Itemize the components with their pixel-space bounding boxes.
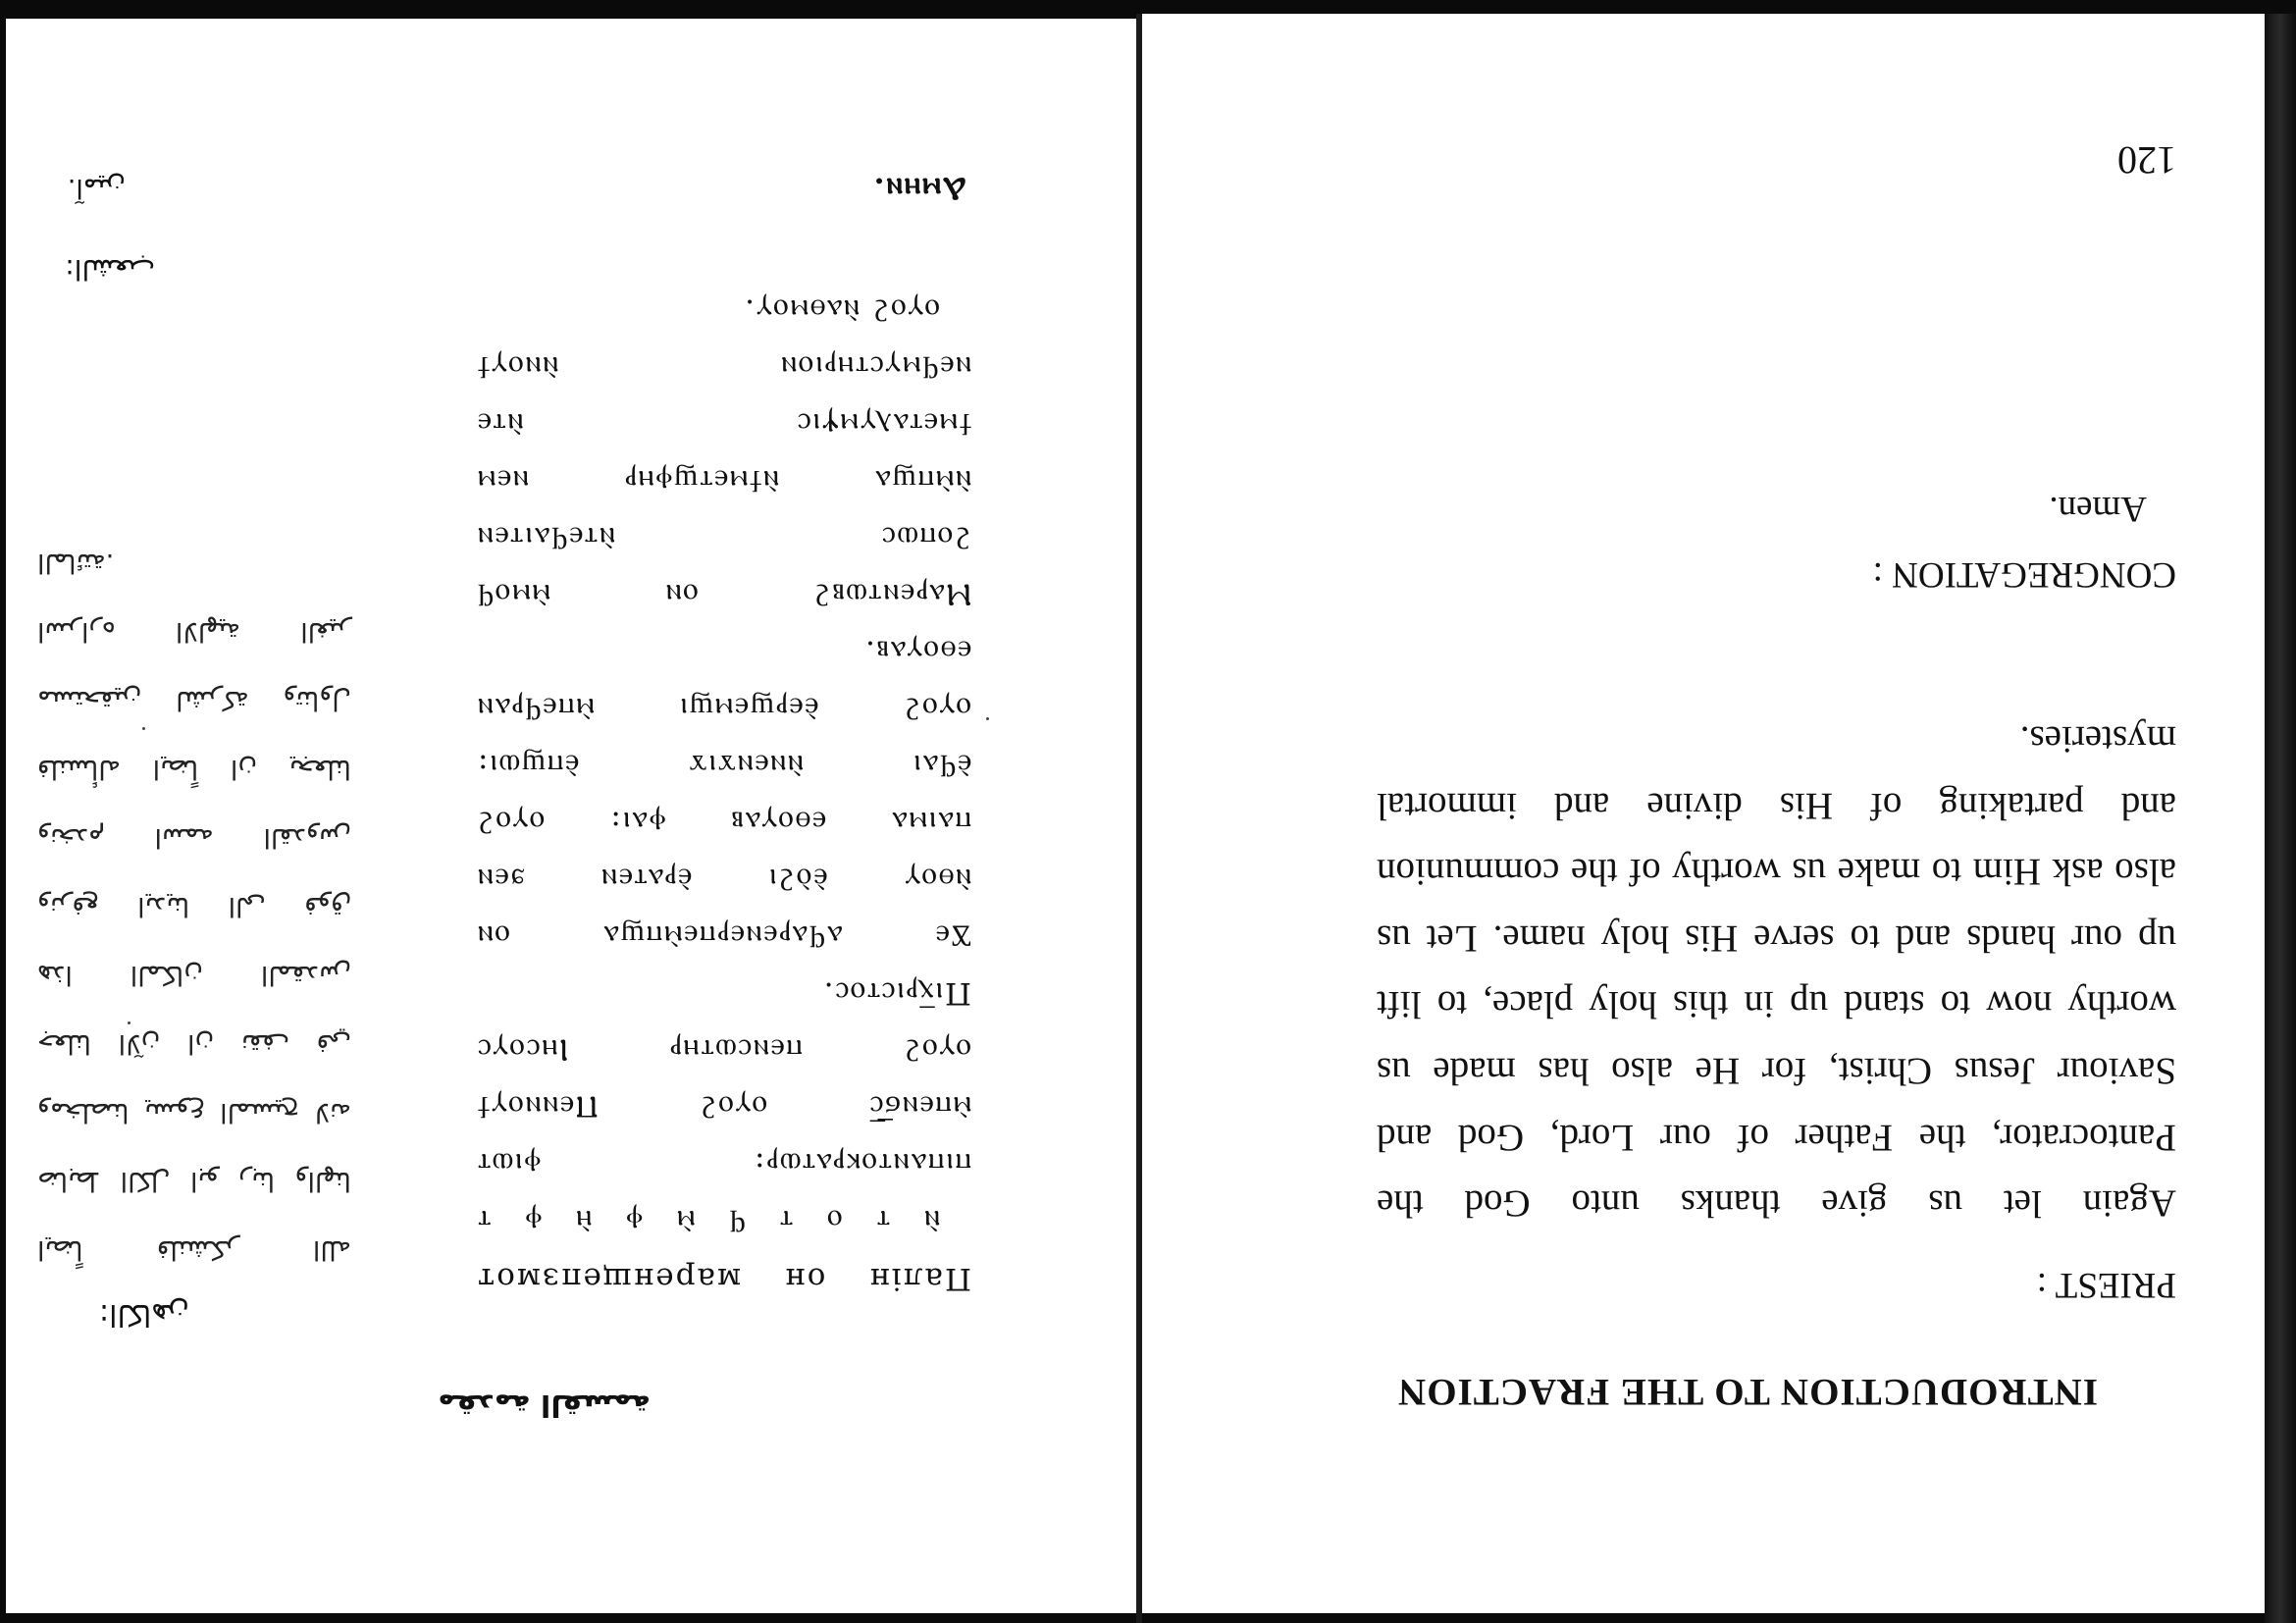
coptic-amen: Ⲁⲙⲏⲛ. <box>871 171 965 208</box>
arabic-text-line: جعلنا الآن ان نقف في <box>37 1028 351 1059</box>
coptic-text-line: ϩⲟⲡⲱⲥ ⲛ̀ⲧⲉϥⲁⲓⲧⲉⲛ <box>476 520 971 555</box>
coptic-text-line: ⲉ̀ϥⲁⲓ ⲛ̀ⲛⲉⲛϫⲓϫ ⲉ̀ⲡϣⲱⲓ: <box>476 748 971 783</box>
scan-speck <box>986 717 989 720</box>
page-bottom-edge <box>0 0 2296 14</box>
arabic-text-line: ومخلصنا يسوع المسيح لانه <box>37 1097 351 1127</box>
coptic-text-line: ⲛ̀ ⲧ ⲟ ⲧ ϥ ⲙ̀ ⲫ ⲏ̀ ⲫ ⲧ <box>476 1203 940 1238</box>
english-text-line: Pantocrator, the Father of our Lord, God and <box>1377 1117 2176 1159</box>
coptic-text-line: Ϫⲉ ⲁϥⲁⲣⲉⲛⲉⲣⲡⲉⲙ̀ⲡϣⲁ ⲟⲛ <box>476 918 971 954</box>
english-text-line: Saviour Jesus Christ, for He also has made us <box>1377 1050 2176 1092</box>
english-text-line: up our hands and to serve His holy name. Let us <box>1377 917 2176 960</box>
coptic-text-line: ⲛ̀ⲙ̀ⲡϣⲁ ⲛ̀ϯⲙⲉⲧϣⲫⲏⲣ ⲛⲉⲙ <box>476 463 971 498</box>
arabic-text-line: اسراره الالهية الغير <box>37 616 351 647</box>
coptic-text-line: ⲙ̀ⲡⲉⲛϭ̅ⲥ̅ ⲟⲩⲟϩ Ⲡⲉⲛⲛⲟⲩϯ <box>476 1089 971 1125</box>
english-text-line: also ask Him to make us worthy of the communion <box>1377 851 2176 893</box>
coptic-text-line: Пⲓⲭ̅ⲣⲓⲥⲧⲟⲥ. <box>821 975 971 1011</box>
coptic-text-line: ⲡⲁⲓⲙⲁ ⲉⲑⲟⲩⲁⲃ ⲫⲁⲓ: ⲟⲩⲟϩ <box>476 805 971 840</box>
scan-speck <box>128 1021 130 1024</box>
arabic-text-line: ونخدم اسمه القدوس <box>37 822 351 853</box>
arabic-congregation-label: :الشعب <box>65 253 155 286</box>
priest-label: PRIEST : <box>2036 1265 2176 1305</box>
arabic-text-line: فلنسأله ايضاً ان يجعلنا <box>37 754 351 784</box>
arabic-text-line: المائتة. <box>37 548 115 578</box>
book-spine <box>1136 0 1142 1623</box>
english-text-line: Again let us give thanks unto God the <box>1377 1182 2176 1225</box>
coptic-text-line: ⲟⲩⲟϩ ⲛ̀ⲁⲑⲙⲟⲩ. <box>743 292 940 328</box>
page-title: INTRODUCTION TO THE FRACTION <box>1397 1371 2098 1413</box>
arabic-text-line: ونرفع ايدينا الى فوق <box>37 891 351 921</box>
arabic-text-line: ضابط الكل ابو ربنا والهنا <box>37 1166 351 1196</box>
arabic-text-line: مستحقين لشركة وتناول <box>37 685 351 715</box>
page-number: 120 <box>2117 138 2176 183</box>
coptic-text-line: ⲛ̀ⲑⲟⲩ ⲉ̀ⲟ̀ϩⲓ ⲉ̀ⲣⲁⲧⲉⲛ ϧⲉⲛ <box>476 862 971 897</box>
arabic-title: مقدمة القسمة <box>438 1387 651 1422</box>
arabic-priest-label: :الكاهن <box>99 1297 189 1332</box>
coptic-text-line: Палін он маренщепзмот <box>476 1261 971 1296</box>
page-edge <box>2265 0 2296 1623</box>
english-text-line: and partaking of His divine and immortal <box>1377 785 2176 827</box>
coptic-text-line: Ⲙⲁⲣⲉⲛⲧⲱⲃϩ ⲟⲛ ⲙ̀ⲙⲟϥ <box>476 577 971 612</box>
congregation-label: CONGREGATION : <box>1872 554 2176 595</box>
coptic-text-line: ⲟⲩⲟϩ ⲉ̀ⲉⲣϣⲉⲙϣⲓ ⲙ̀ⲡⲉϥⲣⲁⲛ <box>476 691 971 726</box>
arabic-text-line: ايضاً فلنشكر الله <box>37 1234 351 1265</box>
coptic-text-line: ⲛⲉϥⲙⲩⲥⲧⲏⲣⲓⲟⲛ ⲛ̀ⲛⲟⲩϯ <box>476 349 971 385</box>
amen-response: Amen. <box>2049 489 2147 529</box>
arabic-text-line: هذا المكان المقدس <box>37 960 351 990</box>
coptic-text-line: ⲟⲩⲟϩ ⲡⲉⲛⲥⲱⲧⲏⲣ Ⲓⲏⲥⲟⲩⲥ <box>476 1032 971 1068</box>
coptic-text-line: ⲡⲓⲡⲁⲛⲧⲟⲕⲣⲁⲧⲱⲣ: ⲫⲓⲱⲧ <box>476 1146 971 1181</box>
english-text-line: mysteries. <box>2019 718 2176 760</box>
coptic-text-line: ⲉⲑⲟⲩⲁⲃ. <box>862 634 971 669</box>
english-text-line: worthy now to stand up in this holy place, to lift <box>1377 983 2176 1025</box>
coptic-text-line: ϯⲙⲉⲧⲁⲗⲩⲙⲯⲓⲥ ⲛ̀ⲧⲉ <box>476 406 971 442</box>
english-page <box>1142 9 2265 1613</box>
arabic-amen: .آمين <box>67 173 126 203</box>
scan-speck <box>142 727 145 730</box>
coptic-arabic-page <box>6 19 1136 1613</box>
